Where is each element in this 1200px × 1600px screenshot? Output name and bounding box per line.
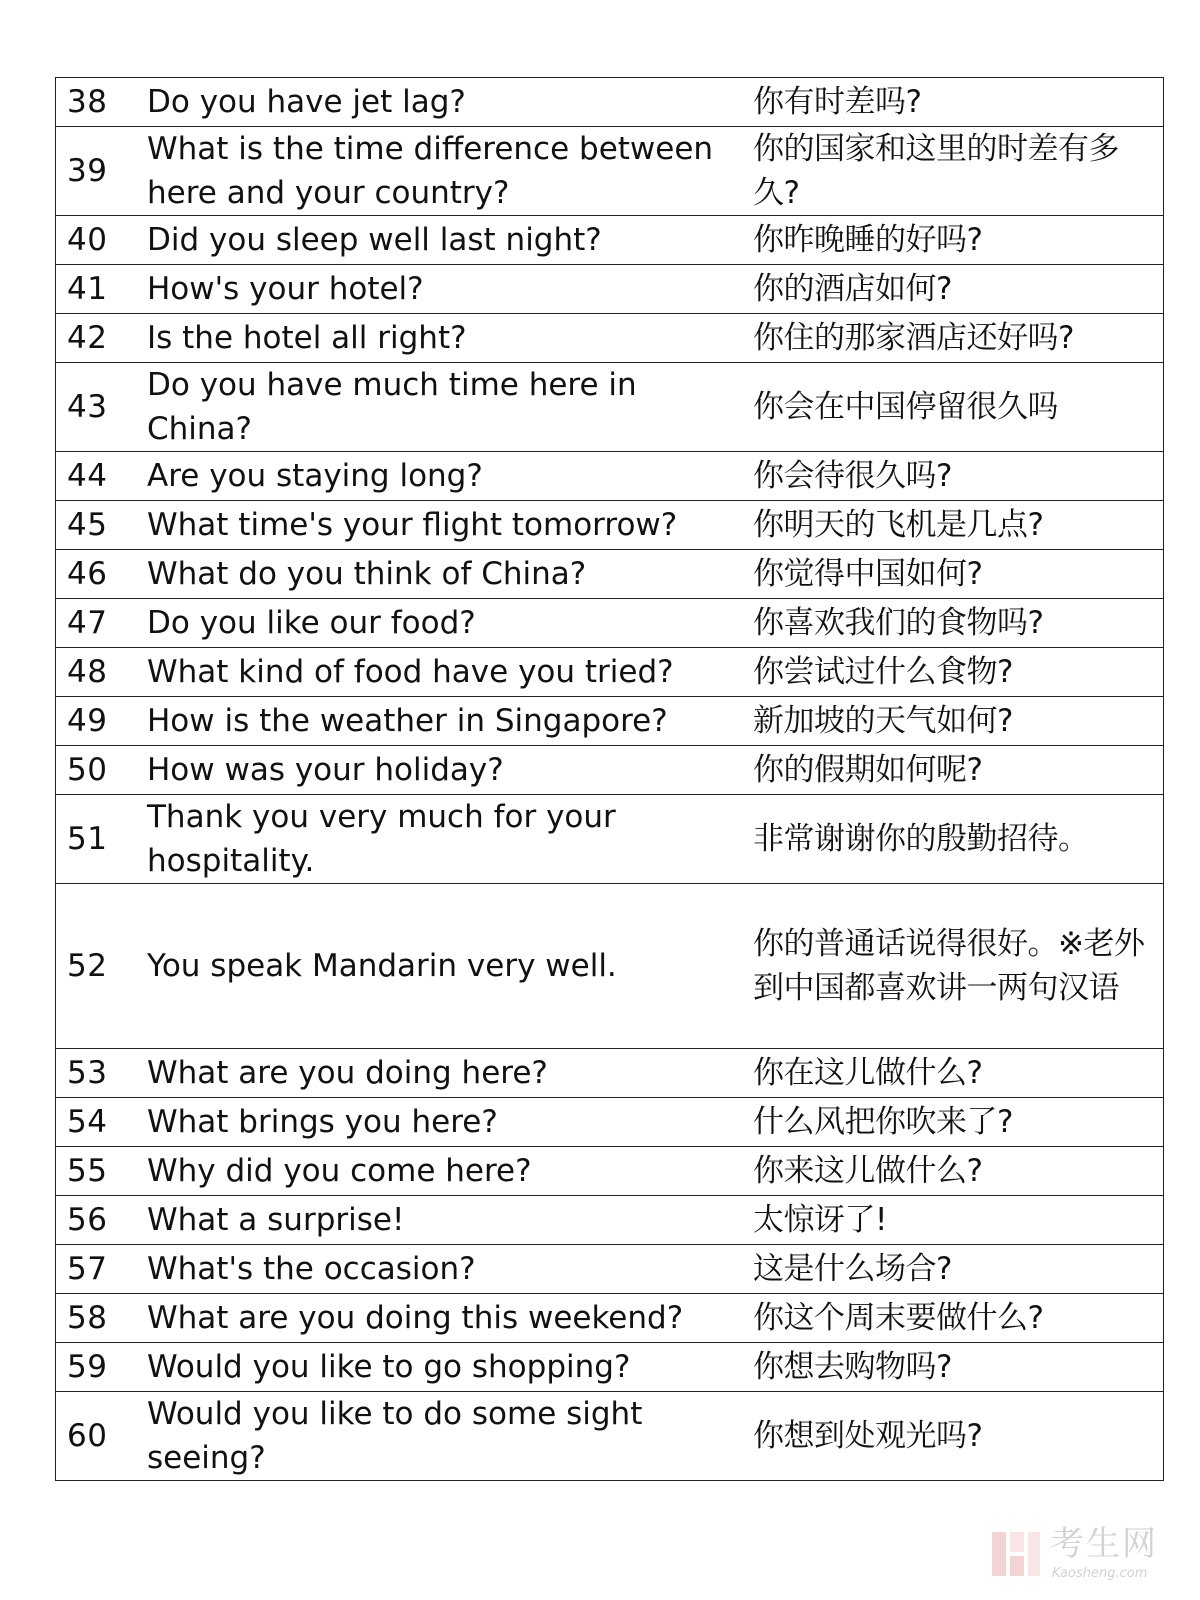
table-row bbox=[56, 1098, 1164, 1147]
table-row bbox=[56, 884, 1164, 1049]
row-number: 59 bbox=[56, 1343, 148, 1392]
row-number: 43 bbox=[56, 363, 148, 452]
chinese-translation: 你尝试过什么食物? bbox=[753, 648, 1164, 697]
chinese-translation: 你昨晚睡的好吗? bbox=[753, 216, 1164, 265]
english-phrase: Are you staying long? bbox=[147, 452, 753, 501]
chinese-translation: 你想去购物吗? bbox=[753, 1343, 1164, 1392]
table-row bbox=[56, 599, 1164, 648]
english-phrase: What do you think of China? bbox=[147, 550, 753, 599]
chinese-translation: 太惊讶了! bbox=[753, 1196, 1164, 1245]
row-number: 42 bbox=[56, 314, 148, 363]
chinese-translation: 你会在中国停留很久吗 bbox=[753, 363, 1164, 452]
chinese-translation: 你觉得中国如何? bbox=[753, 550, 1164, 599]
row-number: 46 bbox=[56, 550, 148, 599]
table-row bbox=[56, 746, 1164, 795]
chinese-translation: 你想到处观光吗? bbox=[753, 1392, 1164, 1481]
english-phrase: Would you like to do some sight seeing? bbox=[147, 1392, 753, 1481]
row-number: 41 bbox=[56, 265, 148, 314]
chinese-translation: 你有时差吗? bbox=[753, 78, 1164, 127]
english-phrase: Do you have much time here in China? bbox=[147, 363, 753, 452]
row-number: 55 bbox=[56, 1147, 148, 1196]
english-phrase: What brings you here? bbox=[147, 1098, 753, 1147]
english-phrase: Would you like to go shopping? bbox=[147, 1343, 753, 1392]
chinese-translation: 你来这儿做什么? bbox=[753, 1147, 1164, 1196]
watermark bbox=[990, 1522, 1170, 1592]
table-row bbox=[56, 1196, 1164, 1245]
row-number: 56 bbox=[56, 1196, 148, 1245]
chinese-translation: 你在这儿做什么? bbox=[753, 1049, 1164, 1098]
phrase-sheet bbox=[55, 77, 1151, 1481]
table-row bbox=[56, 452, 1164, 501]
english-phrase: Do you like our food? bbox=[147, 599, 753, 648]
chinese-translation: 新加坡的天气如何? bbox=[753, 697, 1164, 746]
row-number: 49 bbox=[56, 697, 148, 746]
chinese-translation: 你会待很久吗? bbox=[753, 452, 1164, 501]
english-phrase: What time's your flight tomorrow? bbox=[147, 501, 753, 550]
row-number: 38 bbox=[56, 78, 148, 127]
english-phrase: How was your holiday? bbox=[147, 746, 753, 795]
english-phrase: Is the hotel all right? bbox=[147, 314, 753, 363]
chinese-translation: 你喜欢我们的食物吗? bbox=[753, 599, 1164, 648]
english-phrase: How is the weather in Singapore? bbox=[147, 697, 753, 746]
row-number: 57 bbox=[56, 1245, 148, 1294]
table-row bbox=[56, 1245, 1164, 1294]
table-row bbox=[56, 550, 1164, 599]
chinese-translation: 这是什么场合? bbox=[753, 1245, 1164, 1294]
english-phrase: You speak Mandarin very well. bbox=[147, 884, 753, 1049]
row-number: 45 bbox=[56, 501, 148, 550]
watermark-domain: Kaosheng.com bbox=[1052, 1566, 1148, 1581]
chinese-translation: 你的普通话说得很好。※老外到中国都喜欢讲一两句汉语 bbox=[753, 884, 1164, 1049]
table-row bbox=[56, 795, 1164, 884]
row-number: 47 bbox=[56, 599, 148, 648]
english-phrase: What are you doing this weekend? bbox=[147, 1294, 753, 1343]
table-row bbox=[56, 363, 1164, 452]
row-number: 54 bbox=[56, 1098, 148, 1147]
table-row bbox=[56, 78, 1164, 127]
chinese-translation: 你住的那家酒店还好吗? bbox=[753, 314, 1164, 363]
row-number: 60 bbox=[56, 1392, 148, 1481]
english-phrase: What is the time difference between here and your country? bbox=[147, 127, 753, 216]
chinese-translation: 你的酒店如何? bbox=[753, 265, 1164, 314]
phrase-table bbox=[55, 77, 1164, 1481]
chinese-translation: 非常谢谢你的殷勤招待。 bbox=[753, 795, 1164, 884]
row-number: 44 bbox=[56, 452, 148, 501]
english-phrase: Why did you come here? bbox=[147, 1147, 753, 1196]
chinese-translation: 你明天的飞机是几点? bbox=[753, 501, 1164, 550]
english-phrase: What are you doing here? bbox=[147, 1049, 753, 1098]
table-row bbox=[56, 216, 1164, 265]
table-row bbox=[56, 1392, 1164, 1481]
table-row bbox=[56, 697, 1164, 746]
table-row bbox=[56, 1343, 1164, 1392]
chinese-translation: 你的国家和这里的时差有多久? bbox=[753, 127, 1164, 216]
english-phrase: What's the occasion? bbox=[147, 1245, 753, 1294]
chinese-translation: 什么风把你吹来了? bbox=[753, 1098, 1164, 1147]
english-phrase: What kind of food have you tried? bbox=[147, 648, 753, 697]
row-number: 51 bbox=[56, 795, 148, 884]
table-row bbox=[56, 648, 1164, 697]
table-row bbox=[56, 265, 1164, 314]
row-number: 53 bbox=[56, 1049, 148, 1098]
table-row bbox=[56, 1147, 1164, 1196]
english-phrase: How's your hotel? bbox=[147, 265, 753, 314]
row-number: 39 bbox=[56, 127, 148, 216]
english-phrase: Do you have jet lag? bbox=[147, 78, 753, 127]
row-number: 58 bbox=[56, 1294, 148, 1343]
row-number: 48 bbox=[56, 648, 148, 697]
table-row bbox=[56, 127, 1164, 216]
watermark-title: 考生网 bbox=[1050, 1524, 1158, 1564]
english-phrase: Thank you very much for your hospitality. bbox=[147, 795, 753, 884]
table-row bbox=[56, 1294, 1164, 1343]
kaosheng-logo-icon bbox=[990, 1528, 1042, 1580]
table-row bbox=[56, 501, 1164, 550]
row-number: 52 bbox=[56, 884, 148, 1049]
english-phrase: What a surprise! bbox=[147, 1196, 753, 1245]
chinese-translation: 你的假期如何呢? bbox=[753, 746, 1164, 795]
english-phrase: Did you sleep well last night? bbox=[147, 216, 753, 265]
row-number: 40 bbox=[56, 216, 148, 265]
chinese-translation: 你这个周末要做什么? bbox=[753, 1294, 1164, 1343]
row-number: 50 bbox=[56, 746, 148, 795]
table-row bbox=[56, 314, 1164, 363]
table-row bbox=[56, 1049, 1164, 1098]
